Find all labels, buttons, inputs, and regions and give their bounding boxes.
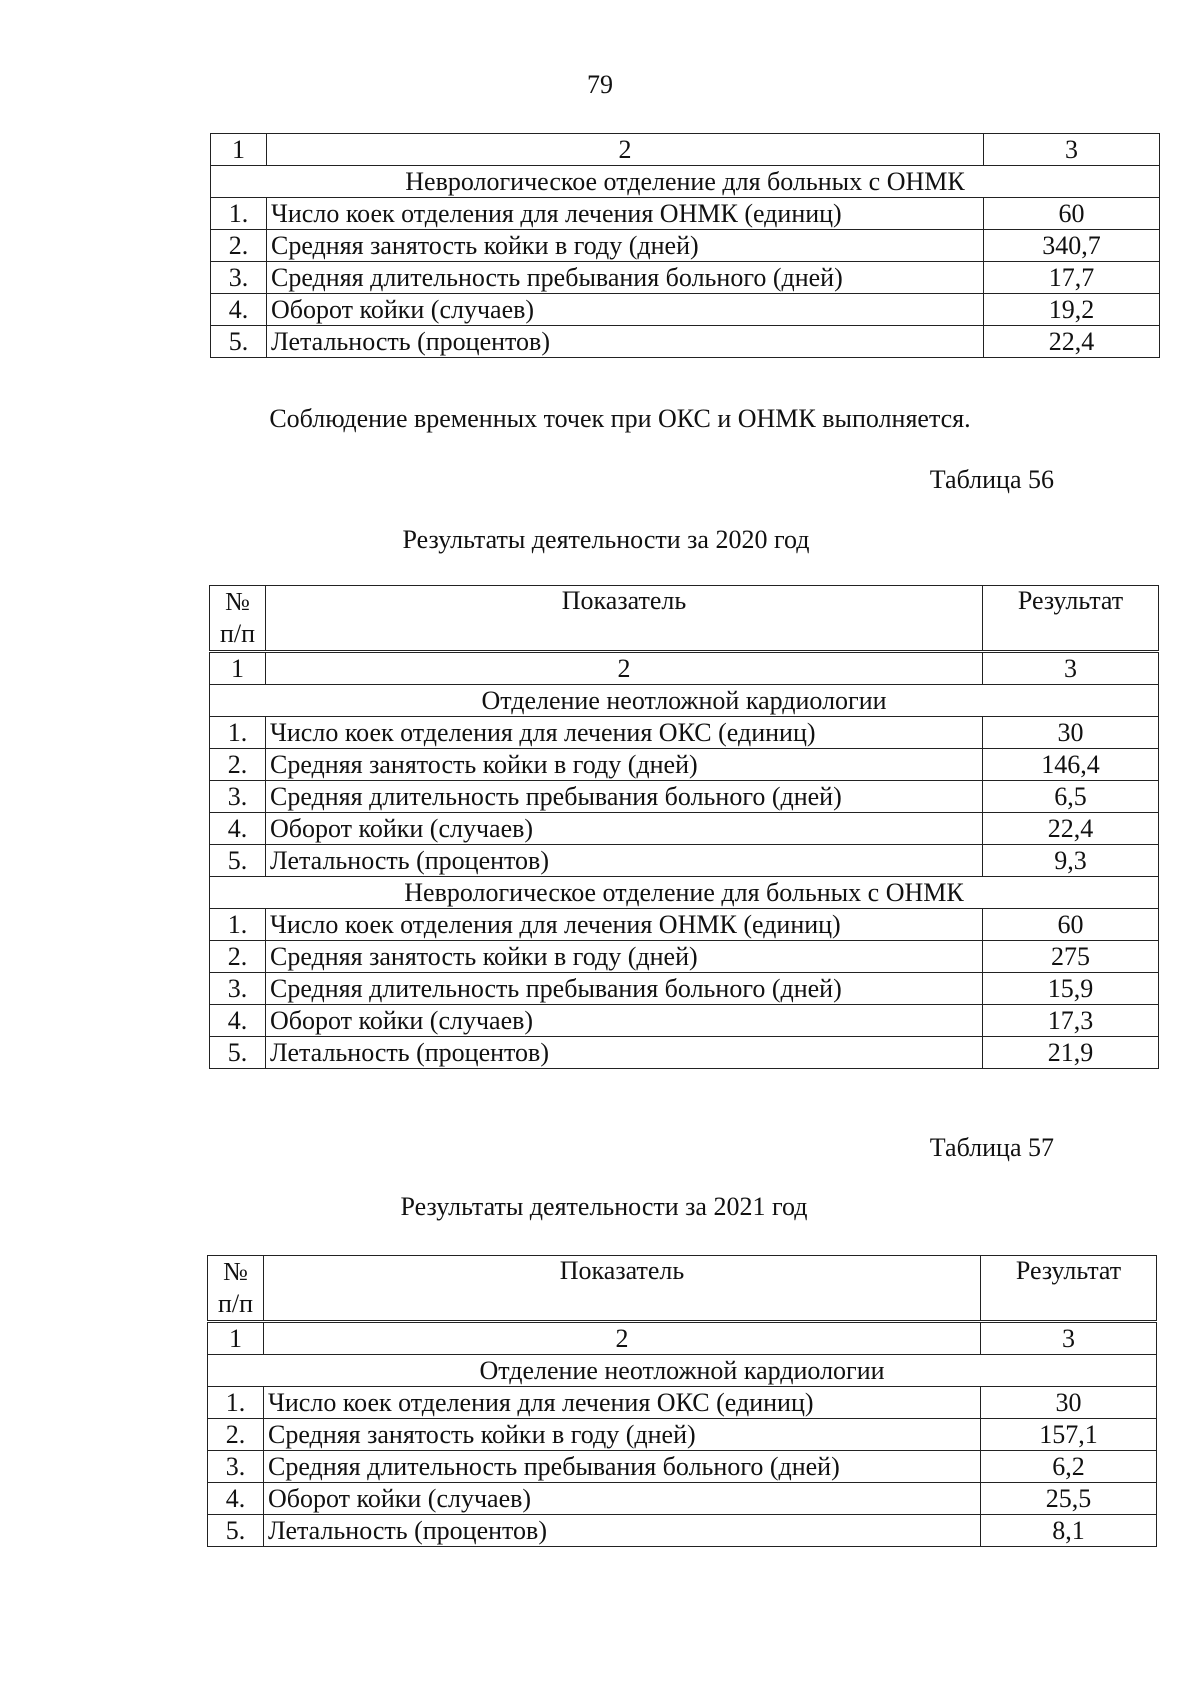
row-number: 5. [208, 1515, 264, 1547]
table-row [208, 1483, 1157, 1515]
row-value: 6,5 [983, 781, 1159, 813]
column-number: 2 [266, 652, 983, 685]
row-number: 2. [211, 230, 267, 262]
table-row [208, 1515, 1157, 1547]
row-label: Число коек отделения для лечения ОКС (единиц) [264, 1387, 981, 1419]
row-number: 5. [211, 326, 267, 358]
page-number: 79 [587, 70, 613, 99]
table-row [211, 198, 1160, 230]
row-value: 25,5 [981, 1483, 1157, 1515]
row-label: Летальность (процентов) [264, 1515, 981, 1547]
row-label: Средняя занятость койки в году (дней) [266, 749, 983, 781]
section-row [210, 877, 1159, 909]
column-number: 3 [983, 652, 1159, 685]
row-number: 5. [210, 845, 266, 877]
table-row [211, 326, 1160, 358]
row-label: Число коек отделения для лечения ОНМК (единиц) [266, 909, 983, 941]
row-label: Средняя занятость койки в году (дней) [266, 941, 983, 973]
row-label: Средняя длительность пребывания больного (дней) [266, 973, 983, 1005]
row-label: Средняя длительность пребывания больного (дней) [267, 262, 984, 294]
column-number-row [210, 652, 1159, 685]
row-value: 60 [983, 909, 1159, 941]
table-row [210, 1037, 1159, 1069]
row-value: 22,4 [983, 813, 1159, 845]
section-title: Отделение неотложной кардиологии [208, 1355, 1157, 1387]
section-title: Неврологическое отделение для больных с ОНМК [210, 877, 1159, 909]
column-number: 3 [981, 1322, 1157, 1355]
row-value: 60 [984, 198, 1160, 230]
row-value: 6,2 [981, 1451, 1157, 1483]
table-row [211, 262, 1160, 294]
row-label: Летальность (процентов) [267, 326, 984, 358]
row-number: 1. [210, 717, 266, 749]
row-number: 4. [210, 1005, 266, 1037]
row-value: 17,3 [983, 1005, 1159, 1037]
table-row [210, 973, 1159, 1005]
row-value: 17,7 [984, 262, 1160, 294]
row-number: 1. [208, 1387, 264, 1419]
row-label: Летальность (процентов) [266, 845, 983, 877]
table-row [210, 781, 1159, 813]
table-row [210, 1005, 1159, 1037]
row-value: 15,9 [983, 973, 1159, 1005]
row-value: 9,3 [983, 845, 1159, 877]
row-value: 157,1 [981, 1419, 1157, 1451]
row-number: 4. [211, 294, 267, 326]
row-number: 3. [210, 781, 266, 813]
table-row [211, 294, 1160, 326]
header-indicator: Показатель [266, 586, 983, 652]
row-number: 5. [210, 1037, 266, 1069]
row-value: 8,1 [981, 1515, 1157, 1547]
row-value: 30 [983, 717, 1159, 749]
row-value: 275 [983, 941, 1159, 973]
row-value: 30 [981, 1387, 1157, 1419]
row-value: 19,2 [984, 294, 1160, 326]
row-number: 3. [208, 1451, 264, 1483]
row-label: Средняя занятость койки в году (дней) [264, 1419, 981, 1451]
header-result: Результат [983, 586, 1159, 652]
row-label: Летальность (процентов) [266, 1037, 983, 1069]
table-row [210, 909, 1159, 941]
row-value: 21,9 [983, 1037, 1159, 1069]
column-number: 1 [211, 134, 267, 166]
row-number: 3. [210, 973, 266, 1005]
row-number: 2. [210, 941, 266, 973]
column-number-row [208, 1322, 1157, 1355]
row-number: 2. [208, 1419, 264, 1451]
table-56 [209, 585, 1159, 1069]
section-title: Неврологическое отделение для больных с ОНМК [211, 166, 1160, 198]
column-number: 3 [984, 134, 1160, 166]
row-number: 4. [210, 813, 266, 845]
row-number: 1. [210, 909, 266, 941]
row-label: Оборот койки (случаев) [264, 1483, 981, 1515]
header-row [210, 586, 1159, 652]
row-number: 2. [210, 749, 266, 781]
row-label: Средняя длительность пребывания больного (дней) [264, 1451, 981, 1483]
table-row [210, 717, 1159, 749]
column-number: 1 [210, 652, 266, 685]
row-number: 3. [211, 262, 267, 294]
table-57-label: Таблица 57 [929, 1133, 1054, 1162]
table-57 [207, 1255, 1157, 1547]
section-row [211, 166, 1160, 198]
table-row [208, 1419, 1157, 1451]
row-label: Число коек отделения для лечения ОНМК (единиц) [267, 198, 984, 230]
table-56-title: Результаты деятельности за 2020 год [402, 525, 810, 554]
row-number: 1. [211, 198, 267, 230]
row-label: Средняя занятость койки в году (дней) [267, 230, 984, 262]
row-number: 4. [208, 1483, 264, 1515]
header-num: № п/п [210, 586, 266, 652]
row-value: 340,7 [984, 230, 1160, 262]
column-number-row [211, 134, 1160, 166]
row-label: Оборот койки (случаев) [266, 813, 983, 845]
section-row [210, 685, 1159, 717]
table-row [211, 230, 1160, 262]
table-row [210, 941, 1159, 973]
table-57-title: Результаты деятельности за 2021 год [400, 1192, 808, 1221]
table-row [208, 1387, 1157, 1419]
row-label: Число коек отделения для лечения ОКС (единиц) [266, 717, 983, 749]
column-number: 2 [264, 1322, 981, 1355]
row-value: 146,4 [983, 749, 1159, 781]
header-indicator: Показатель [264, 1256, 981, 1322]
header-row [208, 1256, 1157, 1322]
table-row [210, 813, 1159, 845]
row-label: Оборот койки (случаев) [267, 294, 984, 326]
row-label: Средняя длительность пребывания больного (дней) [266, 781, 983, 813]
row-value: 22,4 [984, 326, 1160, 358]
section-title: Отделение неотложной кардиологии [210, 685, 1159, 717]
table-row [210, 749, 1159, 781]
table-row [210, 845, 1159, 877]
section-row [208, 1355, 1157, 1387]
column-number: 2 [267, 134, 984, 166]
header-result: Результат [981, 1256, 1157, 1322]
header-num: № п/п [208, 1256, 264, 1322]
column-number: 1 [208, 1322, 264, 1355]
table-row [208, 1451, 1157, 1483]
table-56-label: Таблица 56 [929, 465, 1054, 494]
body-paragraph: Соблюдение временных точек при ОКС и ОНМК выполняется. [269, 404, 971, 433]
table-continuation [210, 133, 1160, 358]
row-label: Оборот койки (случаев) [266, 1005, 983, 1037]
